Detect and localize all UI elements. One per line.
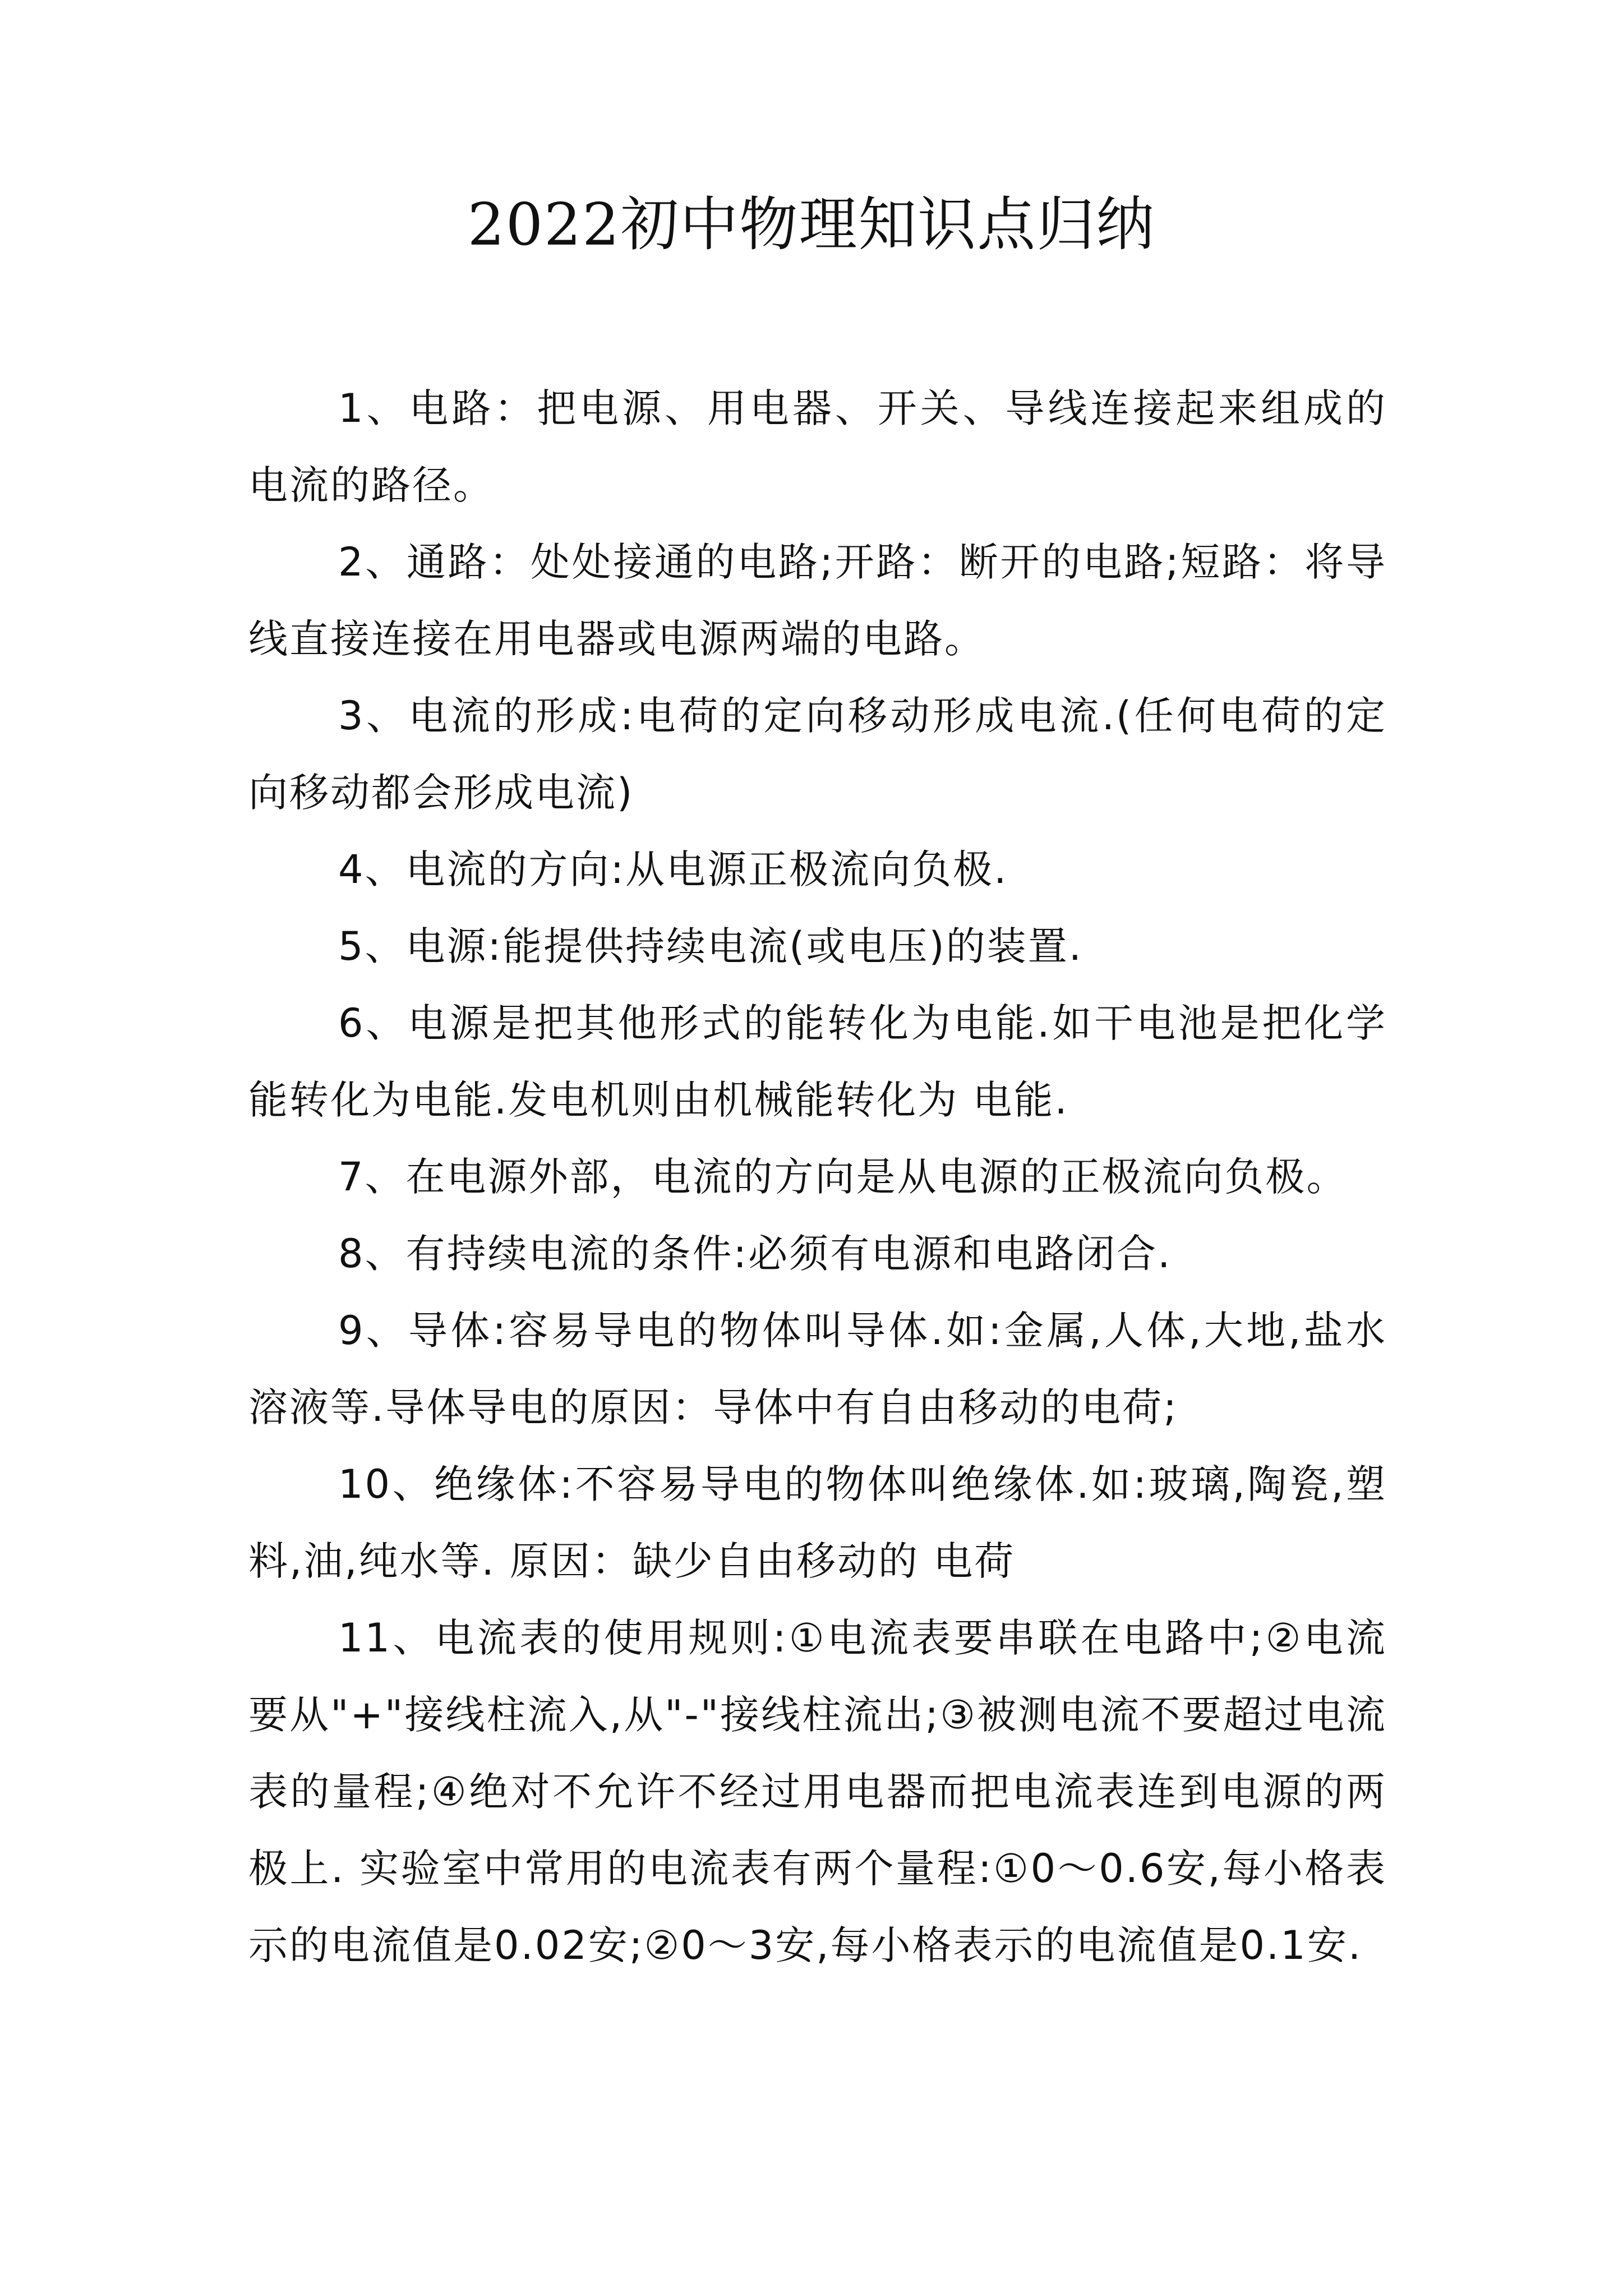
- paragraph-11: 11、电流表的使用规则:①电流表要串联在电路中;②电流要从"+"接线柱流入,从"-"接线柱流出;③被测电流不要超过电流表的量程;④绝对不允许不经过用电器而把电流表连到电源的两极上. 实验室中常用的电流表有两个量程:①0～0.6安,每小格表示的电流值是0.02安;②0～3安,每小格表示的电流值是0.1安.: [248, 1615, 1387, 1968]
- paragraph-1: 1、电路：把电源、用电器、开关、导线连接起来组成的电流的路径。: [248, 385, 1387, 508]
- document-body: [248, 370, 1387, 1984]
- paragraph-9: 9、导体:容易导电的物体叫导体.如:金属,人体,大地,盐水溶液等.导体导电的原因：导体中有自由移动的电荷;: [248, 1308, 1387, 1430]
- paragraph-6: 6、电源是把其他形式的能转化为电能.如干电池是把化学能转化为电能.发电机则由机械能转化为 电能.: [248, 1000, 1387, 1123]
- paragraph-2: 2、通路：处处接通的电路;开路：断开的电路;短路：将导线直接连接在用电器或电源两端的电路。: [248, 539, 1387, 662]
- document-title: 2022初中物理知识点归纳: [467, 190, 1156, 259]
- paragraph-5: 5、电源:能提供持续电流(或电压)的装置.: [338, 923, 1083, 969]
- paragraph-10: 10、绝缘体:不容易导电的物体叫绝缘体.如:玻璃,陶瓷,塑料,油,纯水等. 原因：缺少自由移动的 电荷: [248, 1461, 1387, 1584]
- paragraph-4: 4、电流的方向:从电源正极流向负极.: [338, 846, 1008, 892]
- paragraph-8: 8、有持续电流的条件:必须有电源和电路闭合.: [338, 1231, 1172, 1277]
- paragraph-7: 7、在电源外部，电流的方向是从电源的正极流向负极。: [338, 1154, 1348, 1200]
- paragraph-3: 3、电流的形成:电荷的定向移动形成电流.(任何电荷的定向移动都会形成电流): [248, 693, 1387, 816]
